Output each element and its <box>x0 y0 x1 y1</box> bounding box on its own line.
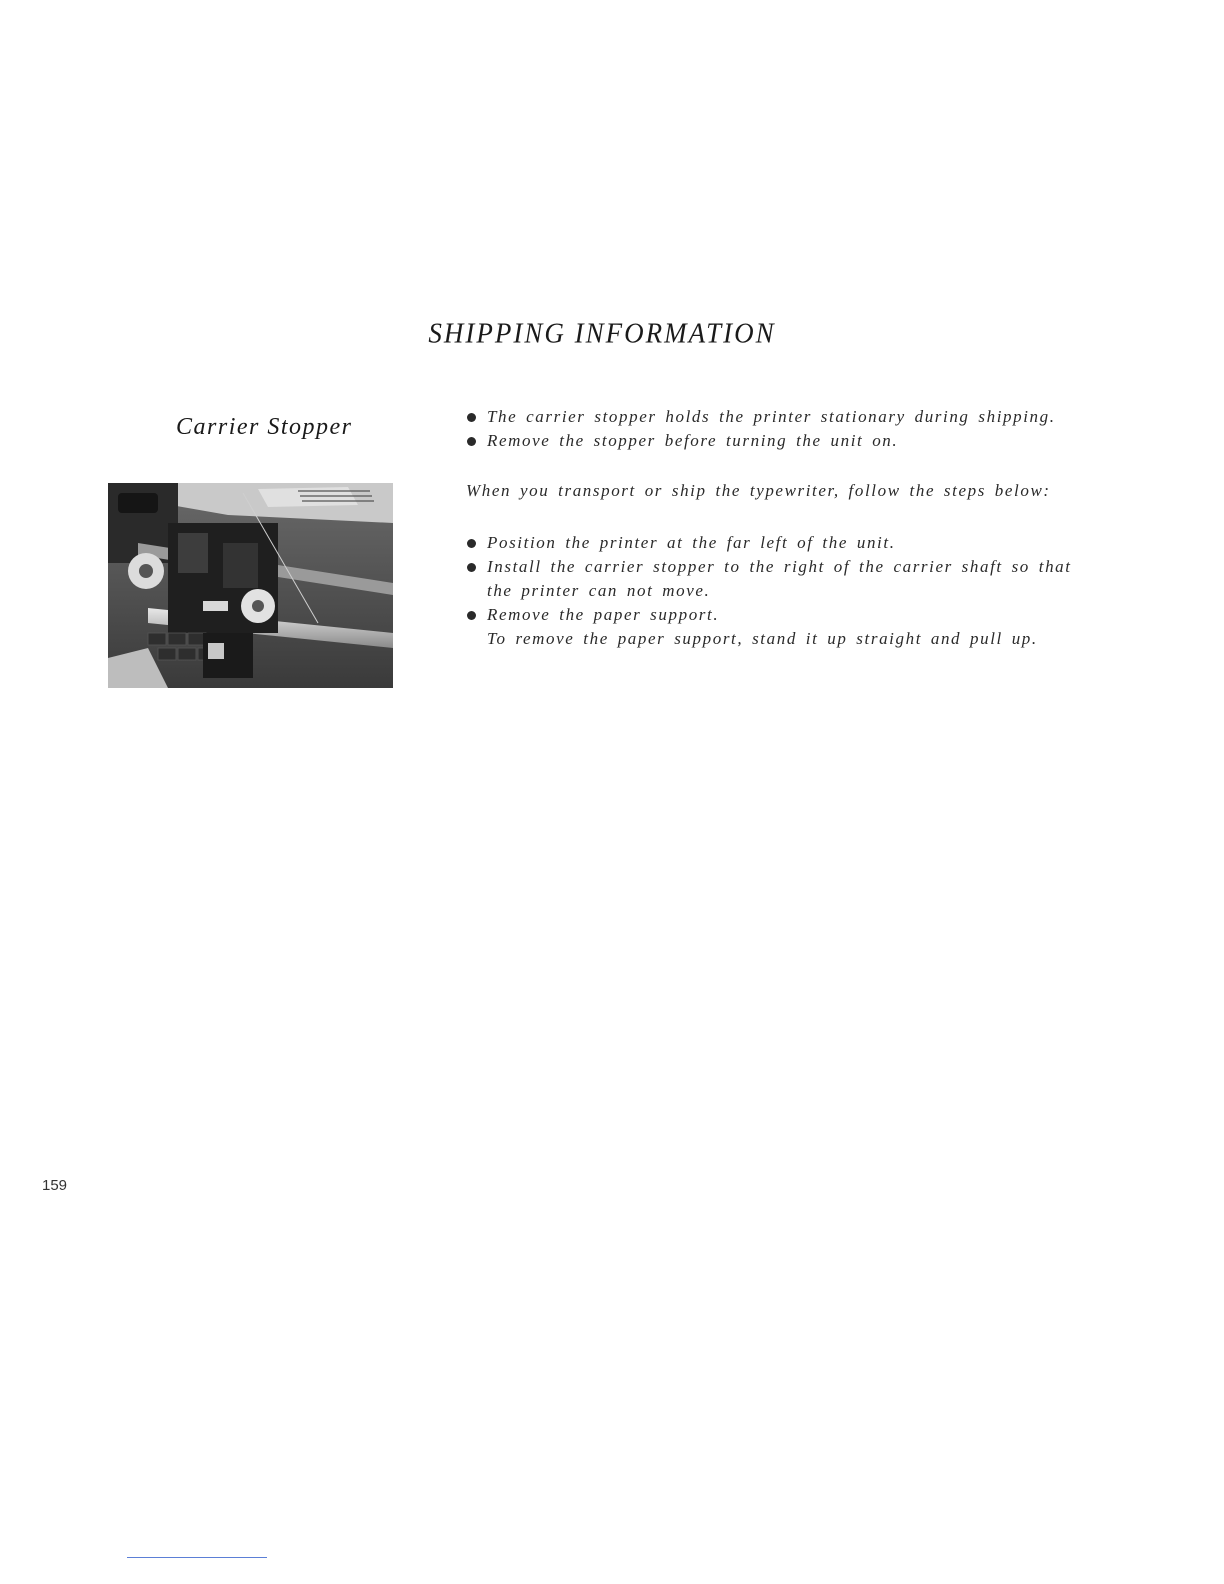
steps-list <box>466 531 1106 651</box>
page-title: SHIPPING INFORMATION <box>428 317 776 349</box>
bullet-icon <box>467 611 476 620</box>
bullet-icon <box>467 563 476 572</box>
list-item <box>466 429 1106 453</box>
bullet-text: Remove the stopper before turning the unit on. <box>487 431 899 450</box>
step-text: Remove the paper support. <box>487 605 720 624</box>
intro-bullet-list <box>466 405 1106 453</box>
bullet-icon <box>467 413 476 422</box>
bullet-icon <box>467 437 476 446</box>
steps-intro: When you transport or ship the typewriter, follow the steps below: <box>466 481 1051 500</box>
step-note: To remove the paper support, stand it up straight and pull up. <box>487 629 1038 648</box>
bullet-icon <box>467 539 476 548</box>
bullet-text: The carrier stopper holds the printer stationary during shipping. <box>487 407 1056 426</box>
footer-divider <box>127 1557 267 1558</box>
step-text: Install the carrier stopper to the right of the carrier shaft so that the printer can not move. <box>487 557 1072 600</box>
instructions <box>466 405 1106 651</box>
section-heading: Carrier Stopper <box>176 414 353 440</box>
list-item <box>466 405 1106 429</box>
list-item <box>466 555 1106 603</box>
step-text: Position the printer at the far left of the unit. <box>487 533 896 552</box>
list-item <box>466 603 1106 651</box>
page-number: 159 <box>42 1177 68 1194</box>
carrier-stopper-photo <box>108 483 393 688</box>
list-item <box>466 531 1106 555</box>
